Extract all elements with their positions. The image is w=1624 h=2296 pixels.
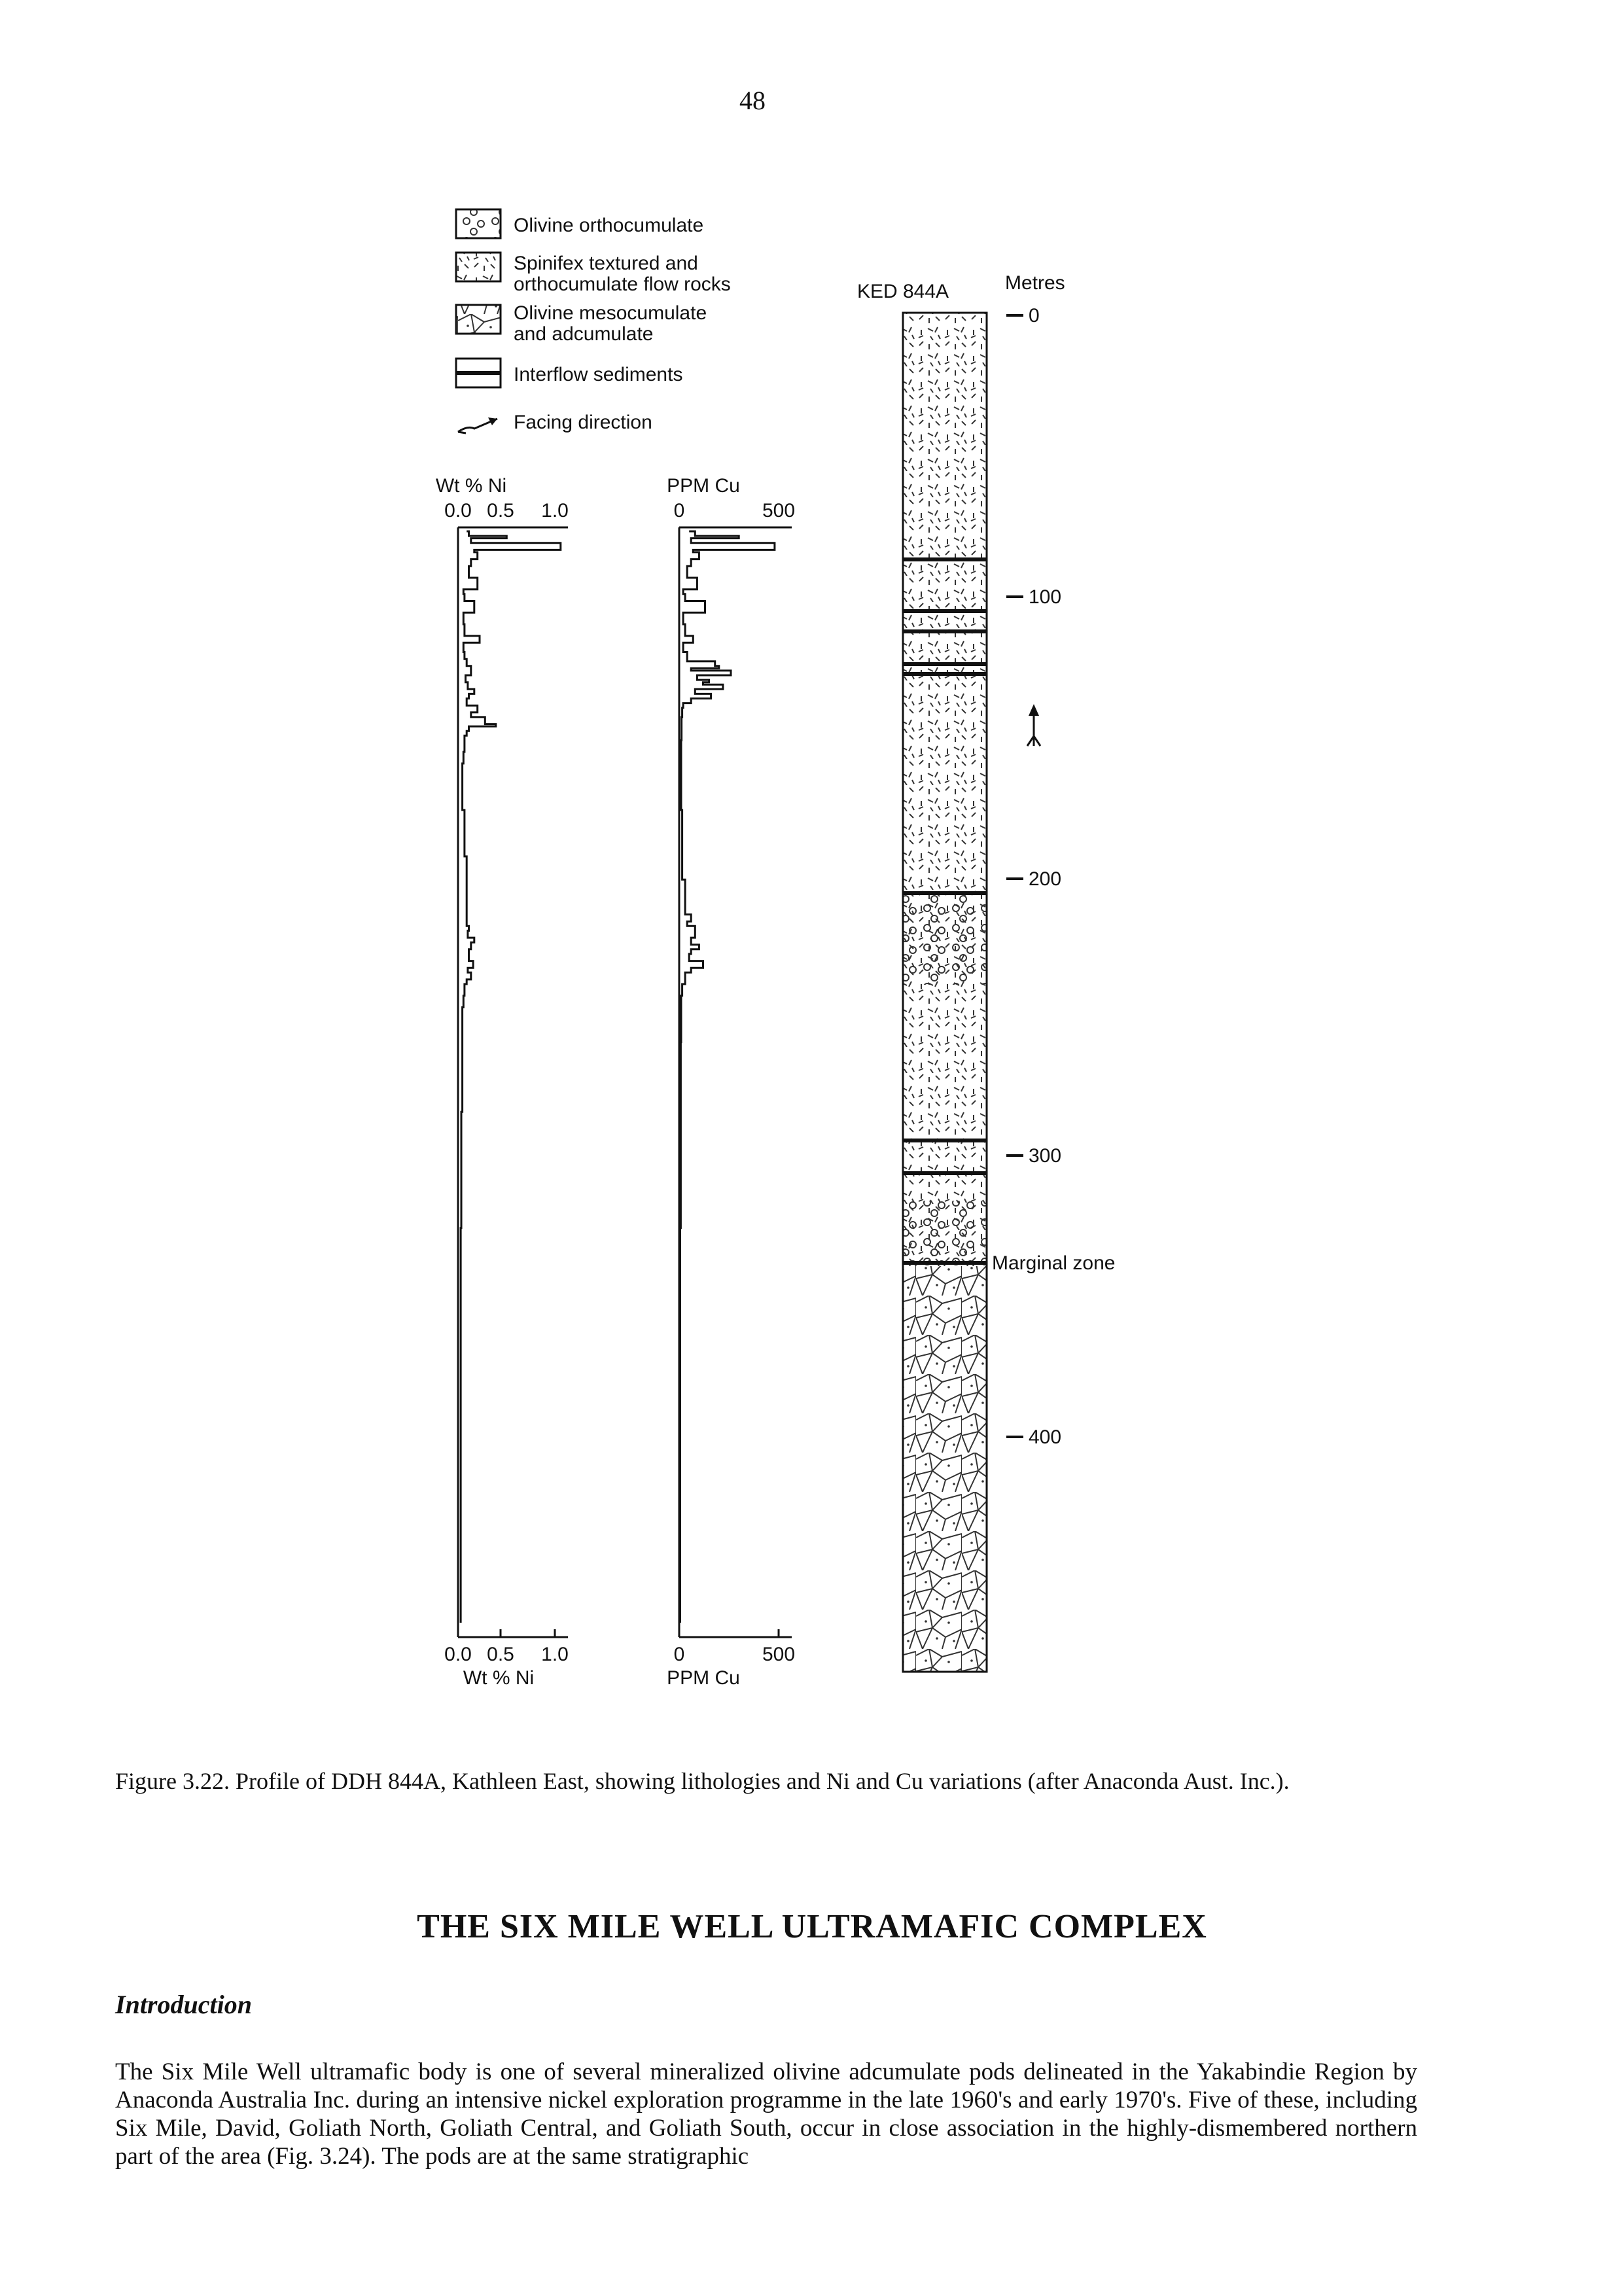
ni-bottom-tick-label: 0.0: [444, 1644, 472, 1665]
cu-bottom-tick-label: 0: [673, 1644, 685, 1665]
paragraph-text: The Six Mile Well ultramafic body is one of several mineralized olivine adcumulate pods delineated in the Yakabindie Region by Anaconda Australia Inc. during an intensive nickel exploration programme in the late 1960's and early 1970's. Five of these, including Six Mile, David, Goliath North, Goliath Central, and Goliath South, occur in close association in the highly-dismembered northern part of the area (Fig. 3.24). The pods are at the same stratigraphic: [115, 2058, 1417, 2170]
ni-bottom-tick-label: 1.0: [541, 1644, 569, 1665]
orthocumulate-unit-upper: [903, 893, 987, 985]
facing-arrow-icon: [458, 417, 497, 433]
ni-series-line: [461, 531, 561, 1623]
legend-label: Olivine orthocumulate: [514, 215, 704, 236]
cu-bottom-axis-title: PPM Cu: [667, 1667, 740, 1689]
subheading-text: Introduction: [115, 1990, 252, 2019]
legend-label: orthocumulate flow rocks: [514, 274, 731, 295]
subheading: [115, 1989, 252, 2020]
cu-axis-title: PPM Cu: [667, 475, 740, 497]
cu-plot: [667, 475, 795, 1689]
legend-label: Olivine mesocumulate: [514, 302, 707, 324]
ni-bottom-tick-label: 0.5: [487, 1644, 514, 1665]
depth-tick-label: 300: [1029, 1145, 1062, 1167]
legend-item-interflow-sediments: [456, 359, 682, 387]
core-title: KED 844A: [856, 281, 949, 302]
depth-tick-label: 400: [1029, 1426, 1062, 1448]
mesocumulate-unit: [903, 1266, 987, 1672]
core-column: [857, 272, 1115, 1672]
figure-caption: [115, 1767, 1411, 1795]
legend-item-facing-direction: [458, 412, 652, 433]
body-paragraph: [115, 2058, 1417, 2170]
page-number: 48: [739, 86, 766, 115]
cu-tick-label: 0: [673, 500, 685, 521]
depth-unit-label: Metres: [1005, 272, 1065, 294]
section-title-text: THE SIX MILE WELL ULTRAMAFIC COMPLEX: [417, 1908, 1207, 1945]
depth-tick-label: 200: [1029, 868, 1062, 890]
orthocumulate-unit-lower: [903, 1201, 987, 1266]
legend-label: Spinifex textured and: [514, 253, 698, 274]
cu-tick-label: 500: [762, 500, 796, 521]
cu-bottom-tick-label: 500: [762, 1644, 796, 1665]
ni-tick-label: 0.0: [444, 500, 472, 521]
legend-item-spinifex: [456, 253, 731, 295]
caption-text: Figure 3.22. Profile of DDH 844A, Kathleen East, showing lithologies and Ni and Cu variations (after Anaconda Aust. Inc.).: [115, 1768, 1290, 1794]
depth-tick-label: 0: [1029, 305, 1040, 327]
legend-item-mesocumulate: [456, 302, 707, 345]
legend-label: Facing direction: [514, 412, 652, 433]
legend-item-olivine-orthocumulate: [456, 209, 703, 238]
legend: [456, 209, 731, 433]
legend-label: and adcumulate: [514, 323, 654, 345]
ni-bottom-axis-title: Wt % Ni: [463, 1667, 535, 1689]
facing-direction-arrow: [1027, 704, 1040, 746]
ni-tick-label: 1.0: [541, 500, 569, 521]
ni-plot: [436, 475, 569, 1689]
spinifex-pattern-icon: [456, 253, 501, 281]
depth-ticks: [1006, 305, 1061, 1448]
legend-label: Interflow sediments: [514, 364, 683, 385]
depth-tick-label: 100: [1029, 586, 1062, 608]
mesocumulate-pattern-icon: [456, 305, 501, 334]
section-title: [0, 1907, 1624, 1946]
ni-tick-label: 0.5: [487, 500, 514, 521]
olivine-orthocumulate-pattern-icon: [456, 209, 501, 238]
cu-series-line: [680, 531, 775, 1623]
ni-axis-title: Wt % Ni: [435, 475, 507, 497]
spinifex-unit-upper: [903, 313, 987, 1262]
marginal-zone-label: Marginal zone: [992, 1252, 1116, 1274]
